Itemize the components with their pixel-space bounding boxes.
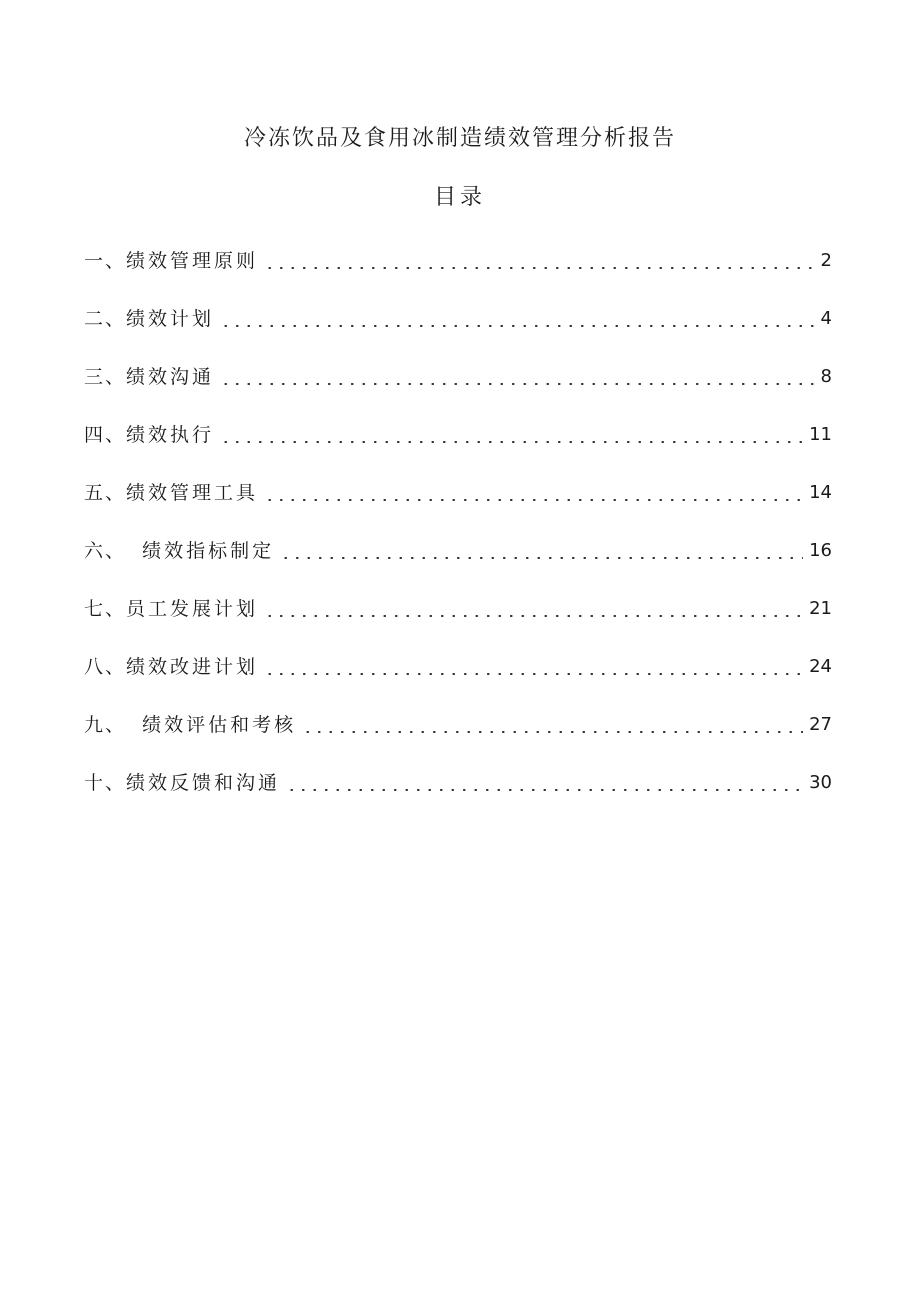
toc-entry-number: 九、 [84,714,143,736]
toc-entry-2[interactable] [84,278,832,336]
toc-entry-number: 一、 [84,250,127,272]
toc-entry-5[interactable] [84,452,832,510]
toc-entry-label: 绩效反馈和沟通 [126,772,281,794]
toc-entry-label: 绩效管理工具 [126,482,259,504]
toc-entry-number: 四、 [84,424,127,446]
document-title: 冷冻饮品及食用冰制造绩效管理分析报告 [243,126,676,151]
toc-entry-label: 绩效沟通 [126,366,215,388]
toc-entry-number: 六、 [84,540,143,562]
toc-entry-9[interactable] [84,684,832,742]
dot-leader [220,441,803,443]
toc-entry-label: 绩效指标制定 [142,540,275,562]
dot-leader [302,731,803,733]
table-of-contents [84,244,832,800]
toc-entry-number: 五、 [84,482,127,504]
toc-entry-label: 绩效管理原则 [126,250,259,272]
toc-entry-number: 十、 [84,772,127,794]
toc-entry-page: 4 [820,308,832,329]
dot-leader [264,267,815,269]
toc-entry-page: 8 [820,366,832,387]
dot-leader [264,499,803,501]
toc-entry-7[interactable] [84,568,832,626]
toc-entry-page: 21 [809,598,832,619]
dot-leader [220,383,815,385]
toc-entry-page: 16 [809,540,832,561]
toc-entry-label: 员工发展计划 [126,598,259,620]
toc-entry-label: 绩效改进计划 [126,656,259,678]
dot-leader [220,325,815,327]
toc-entry-page: 30 [809,772,832,793]
toc-entry-10[interactable] [84,742,832,800]
toc-entry-number: 八、 [84,656,127,678]
toc-entry-8[interactable] [84,626,832,684]
dot-leader [264,615,803,617]
toc-entry-page: 2 [820,250,832,271]
toc-entry-6[interactable] [84,510,832,568]
toc-entry-number: 二、 [84,308,127,330]
dot-leader [286,789,803,791]
dot-leader [264,673,803,675]
toc-entry-number: 七、 [84,598,127,620]
toc-entry-label: 绩效执行 [126,424,215,446]
toc-entry-3[interactable] [84,336,832,394]
toc-entry-page: 14 [809,482,832,503]
toc-entry-number: 三、 [84,366,127,388]
toc-entry-1[interactable] [84,244,832,278]
toc-entry-label: 绩效评估和考核 [142,714,297,736]
toc-entry-label: 绩效计划 [126,308,215,330]
toc-entry-page: 11 [809,424,832,445]
dot-leader [280,557,803,559]
toc-entry-page: 24 [809,656,832,677]
toc-heading: 目录 [433,185,486,210]
toc-entry-4[interactable] [84,394,832,452]
toc-entry-page: 27 [809,714,832,735]
